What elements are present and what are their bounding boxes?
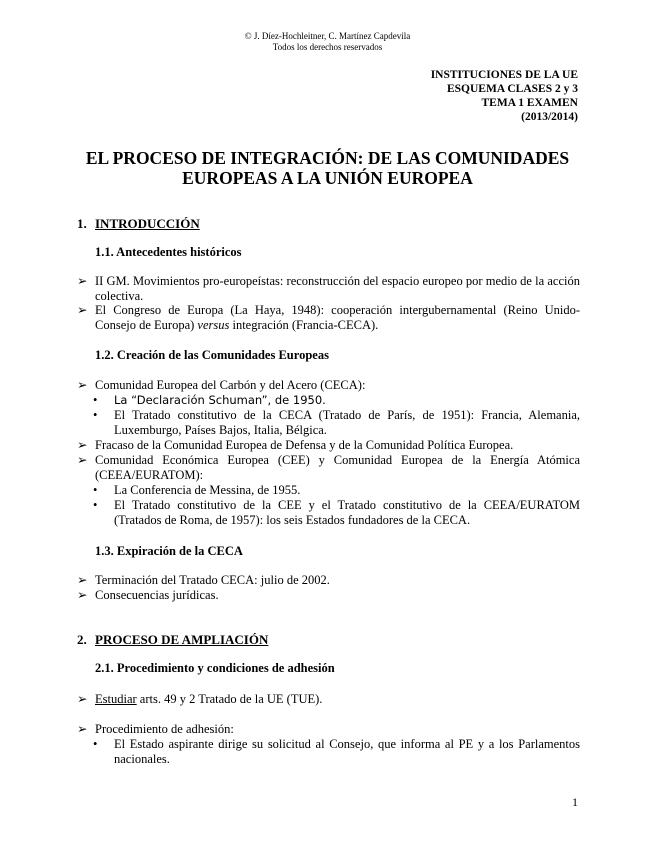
list-item <box>77 274 580 304</box>
list-item <box>77 453 580 483</box>
list-item-text: Comunidad Europea del Carbón y del Acero (CECA): <box>95 378 366 392</box>
list-item <box>77 378 580 393</box>
course-name: INSTITUCIONES DE LA UE <box>430 69 578 81</box>
arrow-bullet-icon: ➢ <box>77 588 88 602</box>
sub-list-item-text: El Tratado constitutivo de la CEE y el Tratado constitutivo de la CEEA/EURATOM (Tratados de Roma, de 1957): los seis Estados fundadores de la CECA. <box>114 498 580 527</box>
sub-list-item-text: El Estado aspirante dirige su solicitud al Consejo, que informa al PE y a los Parlamentos nacionales. <box>114 737 580 766</box>
sub-list-item <box>93 498 580 528</box>
section-label: INTRODUCCIÓN <box>95 216 200 231</box>
list-item-text: Estudiar arts. 49 y 2 Tratado de la UE (TUE). <box>95 692 323 706</box>
list-item-text: Consecuencias jurídicas. <box>95 588 219 602</box>
sub-list-item-text: La Conferencia de Messina, de 1955. <box>114 483 301 497</box>
rights-line: Todos los derechos reservados <box>272 42 383 52</box>
subsection-1-2-heading: 1.2. Creación de las Comunidades Europeas <box>95 348 329 362</box>
sub-list-item <box>93 393 580 408</box>
list-item-text: Terminación del Tratado CECA: julio de 2002. <box>95 573 330 587</box>
list-item <box>77 438 580 453</box>
section-label: PROCESO DE AMPLIACIÓN <box>95 632 269 647</box>
course-info <box>431 68 578 124</box>
arrow-bullet-icon: ➢ <box>77 722 88 736</box>
list-item-text: Fracaso de la Comunidad Europea de Defensa y de la Comunidad Política Europea. <box>95 438 514 452</box>
arrow-bullet-icon: ➢ <box>77 303 88 317</box>
section-number: 2. <box>77 632 87 647</box>
arrow-bullet-icon: ➢ <box>77 378 88 392</box>
exam-topic: TEMA 1 EXAMEN <box>481 97 578 109</box>
bullet-icon: • <box>93 498 98 512</box>
section-1-heading <box>77 216 200 232</box>
section-2-heading <box>77 632 268 648</box>
list-item <box>77 303 580 333</box>
arrow-bullet-icon: ➢ <box>77 274 88 288</box>
subsection-2-1-heading: 2.1. Procedimiento y condiciones de adhesión <box>95 661 335 675</box>
underlined-text: Estudiar <box>95 692 137 706</box>
section-number: 1. <box>77 216 87 231</box>
arrow-bullet-icon: ➢ <box>77 573 88 587</box>
title-line-2: EUROPEAS A LA UNIÓN EUROPEA <box>182 168 473 188</box>
subsection-1-1-heading: 1.1. Antecedentes históricos <box>95 245 242 259</box>
subsection-1-3-heading: 1.3. Expiración de la CECA <box>95 544 243 558</box>
bullet-icon: • <box>93 393 98 407</box>
copyright-header <box>0 31 655 53</box>
arrow-bullet-icon: ➢ <box>77 438 88 452</box>
title-line-1: EL PROCESO DE INTEGRACIÓN: DE LAS COMUNIDADES <box>85 148 570 168</box>
list-item <box>77 692 580 707</box>
arrow-bullet-icon: ➢ <box>77 692 88 706</box>
bullet-icon: • <box>93 737 98 751</box>
list-item-text: El Congreso de Europa (La Haya, 1948): cooperación intergubernamental (Reino Unido-Consejo de Europa) versus integración (Francia-CECA). <box>95 303 580 332</box>
bullet-icon: • <box>93 408 98 422</box>
list-item-text: II GM. Movimientos pro-europeístas: reconstrucción del espacio europeo por medio de la acción colectiva. <box>95 274 580 303</box>
sub-list-item-text: El Tratado constitutivo de la CECA (Tratado de París, de 1951): Francia, Alemania, Luxemburgo, Países Bajos, Italia, Bélgica. <box>114 408 580 437</box>
page-number: 1 <box>572 795 578 809</box>
sub-list-item <box>93 483 580 498</box>
arrow-bullet-icon: ➢ <box>77 453 88 467</box>
emphasis-text: versus <box>197 318 230 332</box>
bullet-icon: • <box>93 483 98 497</box>
list-item <box>77 588 580 603</box>
class-outline: ESQUEMA CLASES 2 y 3 <box>446 83 578 95</box>
sub-list-item <box>93 408 580 438</box>
list-item <box>77 573 580 588</box>
sub-list-item <box>93 737 580 767</box>
copyright-line: © J. Díez-Hochleitner, C. Martínez Capdevila <box>244 31 411 41</box>
list-item-text: Procedimiento de adhesión: <box>95 722 234 736</box>
academic-year: (2013/2014) <box>521 111 578 123</box>
list-item <box>77 722 580 737</box>
list-item-text: Comunidad Económica Europea (CEE) y Comunidad Europea de la Energía Atómica (CEEA/EURATOM): <box>95 453 580 482</box>
document-title <box>60 148 595 188</box>
sub-list-item-text: La “Declaración Schuman”, de 1950. <box>114 393 326 407</box>
